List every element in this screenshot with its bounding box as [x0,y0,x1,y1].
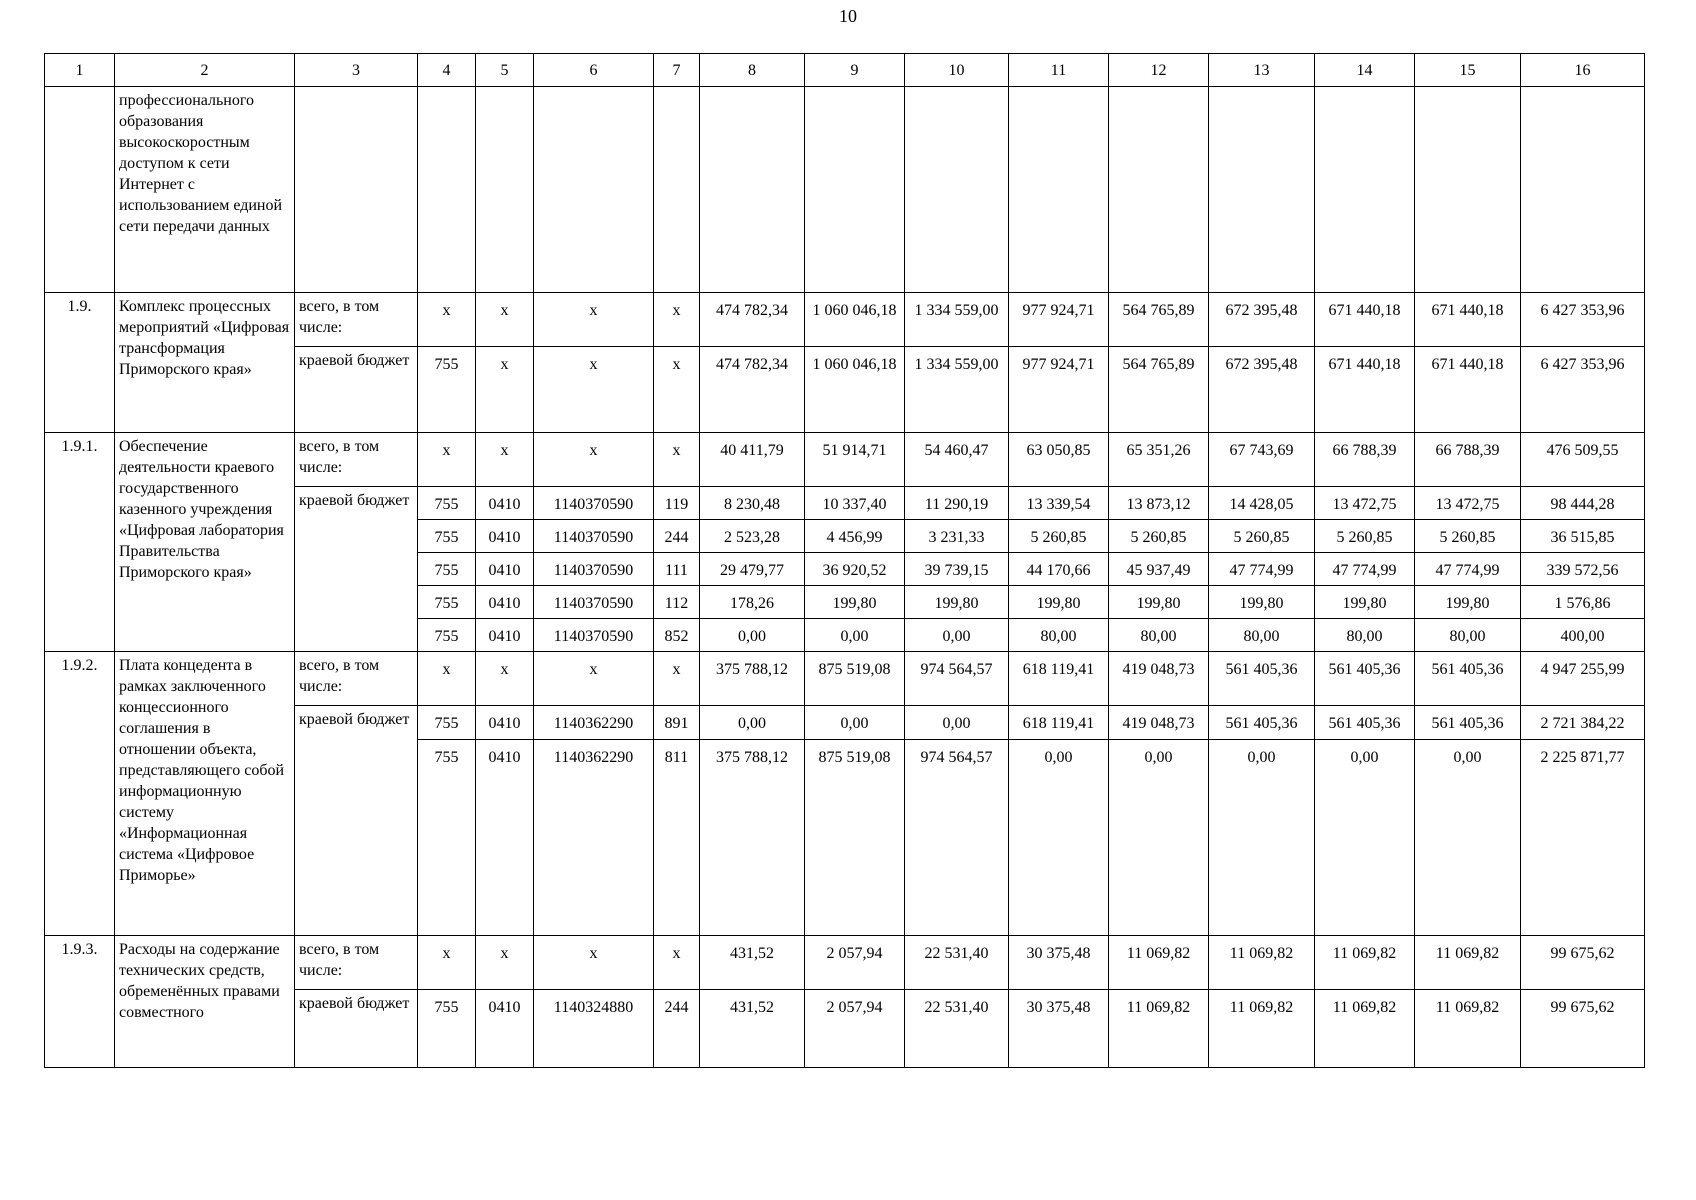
value-cell: 199,80 [1315,586,1415,619]
value-cell: 671 440,18 [1315,347,1415,433]
value-cell: 671 440,18 [1315,293,1415,347]
cell-c5: 0410 [476,553,534,586]
cell-c4: 755 [418,553,476,586]
cell-c5: 0410 [476,487,534,520]
row-number: 1.9.3. [45,936,115,1068]
col-header: 8 [700,54,805,87]
col-header: 7 [654,54,700,87]
value-cell: 618 119,41 [1009,652,1109,706]
value-cell: 671 440,18 [1415,347,1521,433]
value-cell: 65 351,26 [1109,433,1209,487]
cell-c4: 755 [418,990,476,1068]
cell-c5: 0410 [476,706,534,740]
value-cell: 0,00 [1109,740,1209,936]
value-cell: 431,52 [700,936,805,990]
value-cell: 564 765,89 [1109,293,1209,347]
cell-c6: 1140370590 [534,619,654,652]
col-header: 12 [1109,54,1209,87]
value-cell: 671 440,18 [1415,293,1521,347]
value-cell: 80,00 [1109,619,1209,652]
value-cell: 476 509,55 [1521,433,1645,487]
table-row [45,293,1645,347]
row-number [45,87,115,293]
col-header: 4 [418,54,476,87]
value-cell: 40 411,79 [700,433,805,487]
cell-c5: 0410 [476,586,534,619]
value-cell: 5 260,85 [1315,520,1415,553]
cell-c7: 891 [654,706,700,740]
value-cell: 875 519,08 [805,740,905,936]
value-cell: 375 788,12 [700,740,805,936]
cell-c4: х [418,293,476,347]
cell-c5: 0410 [476,520,534,553]
cell-c7: 811 [654,740,700,936]
cell-c5: 0410 [476,740,534,936]
cell-c5: х [476,347,534,433]
cell-c6: х [534,936,654,990]
value-cell: 98 444,28 [1521,487,1645,520]
value-cell: 974 564,57 [905,740,1009,936]
row-number: 1.9.1. [45,433,115,652]
value-cell: 5 260,85 [1209,520,1315,553]
value-cell: 39 739,15 [905,553,1009,586]
value-cell: 13 339,54 [1009,487,1109,520]
table-row [45,87,1645,293]
cell-c6: 1140370590 [534,520,654,553]
cell-c5: х [476,936,534,990]
value-cell: 5 260,85 [1009,520,1109,553]
value-cell: 8 230,48 [700,487,805,520]
value-cell: 974 564,57 [905,652,1009,706]
value-cell: 47 774,99 [1209,553,1315,586]
value-cell: 561 405,36 [1315,706,1415,740]
funding-label: всего, в том числе: [295,652,418,706]
value-cell: 4 456,99 [805,520,905,553]
cell-c4: 755 [418,706,476,740]
row-name: Комплекс процессных мероприятий «Цифровая трансформация Приморского края» [115,293,295,433]
col-header: 16 [1521,54,1645,87]
value-cell: 0,00 [700,706,805,740]
value-cell: 3 231,33 [905,520,1009,553]
value-cell: 1 060 046,18 [805,347,905,433]
row-name: Расходы на содержание технических средств, обременённых правами совместного [115,936,295,1068]
value-cell: 11 069,82 [1415,936,1521,990]
funding-label: краевой бюджет [295,706,418,936]
col-header: 10 [905,54,1009,87]
value-cell: 2 721 384,22 [1521,706,1645,740]
value-cell: 63 050,85 [1009,433,1109,487]
value-cell: 431,52 [700,990,805,1068]
cell-c4: х [418,936,476,990]
funding-label: всего, в том числе: [295,936,418,990]
value-cell: 2 225 871,77 [1521,740,1645,936]
col-header: 13 [1209,54,1315,87]
row-name: Плата концедента в рамках заключенного концессионного соглашения в отношении объекта, представляющего собой информационную систему «Информационная система «Цифровое Приморье» [115,652,295,936]
value-cell: 66 788,39 [1315,433,1415,487]
value-cell: 0,00 [1009,740,1109,936]
value-cell: 11 069,82 [1315,990,1415,1068]
table-row [45,936,1645,990]
value-cell: 2 523,28 [700,520,805,553]
value-cell: 561 405,36 [1209,652,1315,706]
value-cell: 0,00 [805,706,905,740]
value-cell: 199,80 [805,586,905,619]
value-cell: 0,00 [1415,740,1521,936]
value-cell: 54 460,47 [905,433,1009,487]
cell-c6: 1140370590 [534,487,654,520]
value-cell: 199,80 [905,586,1009,619]
col-header: 6 [534,54,654,87]
value-cell: 0,00 [905,619,1009,652]
cell-c6: х [534,652,654,706]
cell-c6: 1140324880 [534,990,654,1068]
funding-label: краевой бюджет [295,487,418,652]
cell-c7: х [654,293,700,347]
cell-c7: 244 [654,520,700,553]
value-cell: 672 395,48 [1209,293,1315,347]
cell-c5: х [476,652,534,706]
value-cell: 474 782,34 [700,293,805,347]
value-cell: 80,00 [1315,619,1415,652]
value-cell: 672 395,48 [1209,347,1315,433]
col-header: 1 [45,54,115,87]
value-cell: 44 170,66 [1009,553,1109,586]
funding-label: краевой бюджет [295,347,418,433]
value-cell: 875 519,08 [805,652,905,706]
value-cell: 11 290,19 [905,487,1009,520]
cell-c6: х [534,293,654,347]
value-cell: 1 334 559,00 [905,293,1009,347]
funding-label: краевой бюджет [295,990,418,1068]
row-number: 1.9. [45,293,115,433]
funding-label: всего, в том числе: [295,433,418,487]
value-cell: 5 260,85 [1415,520,1521,553]
value-cell: 561 405,36 [1415,706,1521,740]
value-cell: 400,00 [1521,619,1645,652]
value-cell: 561 405,36 [1415,652,1521,706]
cell-c7: х [654,936,700,990]
cell-c7: х [654,347,700,433]
value-cell: 4 947 255,99 [1521,652,1645,706]
col-header: 9 [805,54,905,87]
cell-c4: 755 [418,487,476,520]
cell-c4: 755 [418,520,476,553]
col-header: 2 [115,54,295,87]
budget-table [44,53,1645,1068]
value-cell: 29 479,77 [700,553,805,586]
row-name: Обеспечение деятельности краевого государственного казенного учреждения «Цифровая лаборатория Правительства Приморского края» [115,433,295,652]
cell-c6: 1140370590 [534,586,654,619]
value-cell: 99 675,62 [1521,990,1645,1068]
value-cell: 11 069,82 [1415,990,1521,1068]
value-cell: 6 427 353,96 [1521,293,1645,347]
value-cell: 6 427 353,96 [1521,347,1645,433]
value-cell: 36 515,85 [1521,520,1645,553]
value-cell: 13 873,12 [1109,487,1209,520]
value-cell: 22 531,40 [905,990,1009,1068]
value-cell: 1 060 046,18 [805,293,905,347]
value-cell: 45 937,49 [1109,553,1209,586]
value-cell: 80,00 [1415,619,1521,652]
value-cell: 0,00 [1315,740,1415,936]
col-header: 15 [1415,54,1521,87]
value-cell: 419 048,73 [1109,706,1209,740]
value-cell: 0,00 [905,706,1009,740]
cell-c6: 1140362290 [534,740,654,936]
value-cell: 199,80 [1415,586,1521,619]
value-cell: 80,00 [1009,619,1109,652]
cell-c5: 0410 [476,619,534,652]
value-cell: 99 675,62 [1521,936,1645,990]
value-cell: 419 048,73 [1109,652,1209,706]
value-cell: 1 334 559,00 [905,347,1009,433]
value-cell: 977 924,71 [1009,293,1109,347]
value-cell: 977 924,71 [1009,347,1109,433]
value-cell: 14 428,05 [1209,487,1315,520]
value-cell: 30 375,48 [1009,990,1109,1068]
table-row [45,652,1645,706]
value-cell: 0,00 [1209,740,1315,936]
value-cell: 11 069,82 [1109,990,1209,1068]
value-cell: 474 782,34 [700,347,805,433]
cell-c7: 852 [654,619,700,652]
value-cell: 375 788,12 [700,652,805,706]
value-cell: 618 119,41 [1009,706,1109,740]
value-cell: 564 765,89 [1109,347,1209,433]
col-header: 3 [295,54,418,87]
value-cell: 30 375,48 [1009,936,1109,990]
cell-c7: х [654,433,700,487]
value-cell: 5 260,85 [1109,520,1209,553]
value-cell: 0,00 [805,619,905,652]
table-row [45,433,1645,487]
cell-c6: 1140362290 [534,706,654,740]
value-cell: 561 405,36 [1315,652,1415,706]
col-header: 11 [1009,54,1109,87]
value-cell: 66 788,39 [1415,433,1521,487]
page-number: 10 [839,6,857,26]
value-cell: 10 337,40 [805,487,905,520]
value-cell: 47 774,99 [1415,553,1521,586]
value-cell: 0,00 [700,619,805,652]
value-cell: 47 774,99 [1315,553,1415,586]
value-cell: 13 472,75 [1415,487,1521,520]
row-number: 1.9.2. [45,652,115,936]
cell-c4: 755 [418,619,476,652]
cell-c7: 112 [654,586,700,619]
value-cell: 11 069,82 [1209,990,1315,1068]
cell-c7: 119 [654,487,700,520]
value-cell: 67 743,69 [1209,433,1315,487]
column-number-header [45,54,1645,87]
cell-c4: х [418,433,476,487]
funding-label: всего, в том числе: [295,293,418,347]
cell-c7: 111 [654,553,700,586]
value-cell: 561 405,36 [1209,706,1315,740]
cell-c5: 0410 [476,990,534,1068]
value-cell: 199,80 [1009,586,1109,619]
cell-c4: х [418,652,476,706]
value-cell: 2 057,94 [805,990,905,1068]
value-cell: 80,00 [1209,619,1315,652]
cell-c6: 1140370590 [534,553,654,586]
value-cell: 2 057,94 [805,936,905,990]
value-cell: 199,80 [1109,586,1209,619]
value-cell: 11 069,82 [1315,936,1415,990]
cell-c6: х [534,433,654,487]
cell-c7: 244 [654,990,700,1068]
value-cell: 36 920,52 [805,553,905,586]
value-cell: 51 914,71 [805,433,905,487]
value-cell: 199,80 [1209,586,1315,619]
cell-c4: 755 [418,586,476,619]
value-cell: 339 572,56 [1521,553,1645,586]
cell-c7: х [654,652,700,706]
value-cell: 11 069,82 [1109,936,1209,990]
cell-c4: 755 [418,347,476,433]
cell-c5: х [476,293,534,347]
cell-c4: 755 [418,740,476,936]
cell-c6: х [534,347,654,433]
cell-c5: х [476,433,534,487]
value-cell: 1 576,86 [1521,586,1645,619]
value-cell: 13 472,75 [1315,487,1415,520]
value-cell: 11 069,82 [1209,936,1315,990]
col-header: 14 [1315,54,1415,87]
value-cell: 22 531,40 [905,936,1009,990]
row-name: профессионального образования высокоскоростным доступом к сети Интернет с использованием единой сети передачи данных [115,87,295,293]
value-cell: 178,26 [700,586,805,619]
col-header: 5 [476,54,534,87]
